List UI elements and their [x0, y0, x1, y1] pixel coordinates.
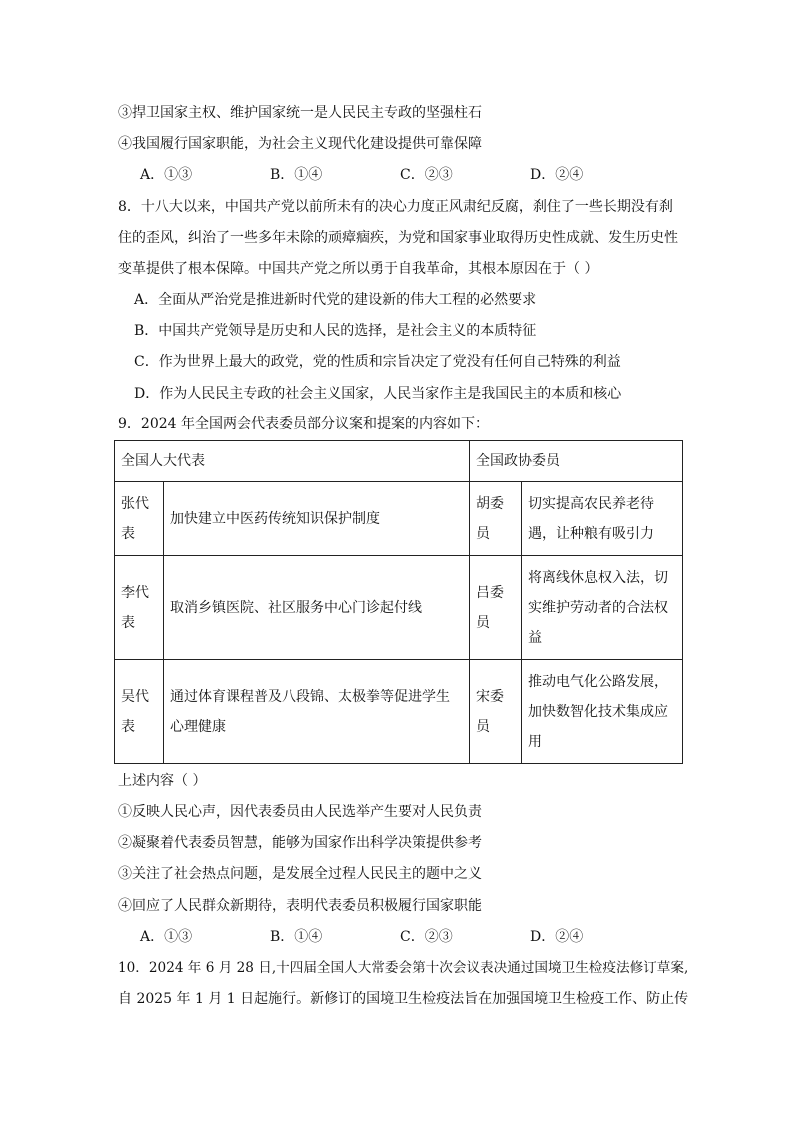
- q8-option-c[interactable]: C．作为世界上最大的政党，党的性质和宗旨决定了党没有任何自己特殊的利益: [134, 354, 621, 370]
- cppcc-name: 吕委员: [470, 556, 522, 660]
- npc-name: 李代表: [115, 556, 164, 660]
- q8-option-b[interactable]: B．中国共产党领导是历史和人民的选择，是社会主义的本质特征: [134, 323, 537, 339]
- q8-option-d[interactable]: D．作为人民民主专政的社会主义国家，人民当家作主是我国民主的本质和核心: [134, 386, 622, 402]
- q9-options: [140, 927, 660, 947]
- q10-stem-line2: 自 2025 年 1 月 1 日起施行。新修订的国境卫生检疫法旨在加强国境卫生检疫工作、防止传: [118, 991, 689, 1007]
- table-row: [115, 660, 683, 764]
- q7-item4: ④我国履行国家职能，为社会主义现代化建设提供可靠保障: [118, 136, 482, 152]
- table-row: [115, 482, 683, 556]
- q8-stem-line1: 8．十八大以来，中国共产党以前所未有的决心力度正风肃纪反腐，刹住了一些长期没有刹: [118, 199, 673, 215]
- npc-content: 加快建立中医药传统知识保护制度: [164, 482, 470, 556]
- cppcc-content: 将离线休息权入法，切实维护劳动者的合法权益: [522, 556, 683, 660]
- q9-item4: ④回应了人民群众新期待，表明代表委员积极履行国家职能: [118, 898, 482, 914]
- q9-item2: ②凝聚着代表委员智慧，能够为国家作出科学决策提供参考: [118, 835, 482, 851]
- q7-option-a[interactable]: A．①③: [140, 167, 193, 183]
- cppcc-content: 推动电气化公路发展，加快数智化技术集成应用: [522, 660, 683, 764]
- q7-item3: ③捍卫国家主权、维护国家统一是人民民主专政的坚强柱石: [118, 105, 482, 121]
- cppcc-name: 胡委员: [470, 482, 522, 556]
- cppcc-header: 全国政协委员: [470, 441, 683, 482]
- q7-option-c[interactable]: C．②③: [400, 167, 453, 183]
- q8-stem-line3: 变革提供了根本保障。中国共产党之所以勇于自我革命，其根本原因在于（ ）: [118, 261, 599, 277]
- q7-option-b[interactable]: B．①④: [270, 167, 323, 183]
- q8-stem-line2: 住的歪风，纠治了一些多年未除的顽瘴痼疾，为党和国家事业取得历史性成就、发生历史性: [118, 230, 678, 246]
- npc-name: 吴代表: [115, 660, 164, 764]
- npc-content: 取消乡镇医院、社区服务中心门诊起付线: [164, 556, 470, 660]
- q9-proposal-table: [114, 440, 683, 764]
- npc-content: 通过体育课程普及八段锦、太极拳等促进学生心理健康: [164, 660, 470, 764]
- q7-option-d[interactable]: D．②④: [530, 167, 584, 183]
- q8-option-a[interactable]: A．全面从严治党是推进新时代党的建设新的伟大工程的必然要求: [134, 292, 537, 308]
- q9-option-c[interactable]: C．②③: [400, 929, 453, 945]
- q9-option-d[interactable]: D．②④: [530, 929, 584, 945]
- cppcc-content: 切实提高农民养老待遇，让种粮有吸引力: [522, 482, 683, 556]
- q10-stem-line1: 10．2024 年 6 月 28 日,十四届全国人大常委会第十次会议表决通过国境卫生检疫法修订草案,: [118, 960, 689, 976]
- q7-options: [140, 165, 660, 185]
- q9-option-a[interactable]: A．①③: [140, 929, 193, 945]
- q9-stem: 9．2024 年全国两会代表委员部分议案和提案的内容如下：: [118, 416, 489, 432]
- table-row: [115, 556, 683, 660]
- npc-name: 张代表: [115, 482, 164, 556]
- q9-item3: ③关注了社会热点问题，是发展全过程人民民主的题中之义: [118, 866, 482, 882]
- cppcc-name: 宋委员: [470, 660, 522, 764]
- q9-after: 上述内容（ ）: [118, 773, 207, 789]
- q9-option-b[interactable]: B．①④: [270, 929, 323, 945]
- npc-header: 全国人大代表: [115, 441, 470, 482]
- q9-item1: ①反映人民心声，因代表委员由人民选举产生要对人民负责: [118, 804, 482, 820]
